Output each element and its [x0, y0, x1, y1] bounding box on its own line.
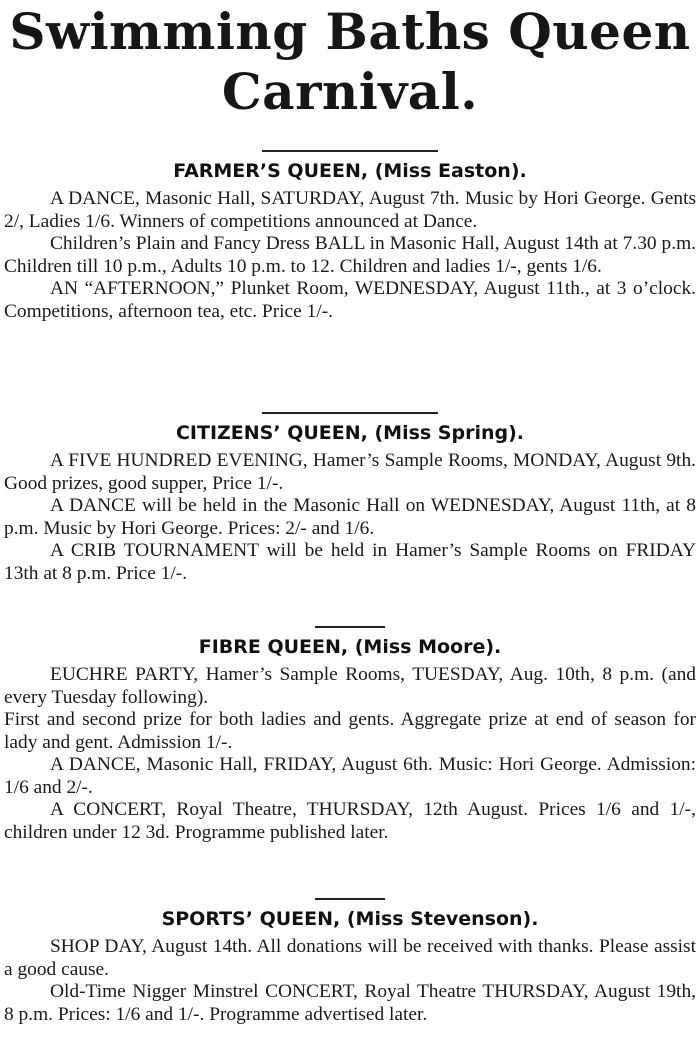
section-title: SPORTS’ QUEEN, (Miss Stevenson).: [161, 908, 539, 930]
headline: [0, 2, 700, 124]
section-sports-queen: [0, 898, 700, 1026]
section-title: FARMER’S QUEEN, (Miss Easton).: [173, 160, 527, 182]
section-farmers-queen: [0, 138, 700, 323]
paragraph: First and second prize for both ladies and gents. Aggregate prize at end of season for lady and gent. Admission 1/-.: [4, 709, 696, 753]
section-fibre-queen: [0, 626, 700, 844]
paragraph: A CRIB TOURNAMENT will be held in Hamer’s Sample Rooms on FRIDAY 13th at 8 p.m. Price 1/-.: [4, 540, 696, 584]
paragraph: Old-Time Nigger Minstrel CONCERT, Royal Theatre THURSDAY, August 19th, 8 p.m. Prices: 1/6 and 1/-. Programme advertised later.: [4, 981, 696, 1025]
paragraph: A CONCERT, Royal Theatre, THURSDAY, 12th August. Prices 1/6 and 1/-, children under 12 3d. Programme published later.: [4, 799, 696, 843]
paragraph: A DANCE will be held in the Masonic Hall on WEDNESDAY, August 11th, at 8 p.m. Music by Hori George. Prices: 2/- and 1/6.: [4, 495, 696, 539]
section-divider: [262, 412, 438, 414]
paragraph: A DANCE, Masonic Hall, FRIDAY, August 6th. Music: Hori George. Admission: 1/6 and 2/-.: [4, 754, 696, 798]
paragraph: A DANCE, Masonic Hall, SATURDAY, August 7th. Music by Hori George. Gents 2/, Ladies 1/6. Winners of competitions announced at Dance.: [4, 188, 696, 232]
paragraph: EUCHRE PARTY, Hamer’s Sample Rooms, TUESDAY, Aug. 10th, 8 p.m. (and every Tuesday following).: [4, 664, 696, 708]
section-divider: [262, 150, 438, 152]
section-title: CITIZENS’ QUEEN, (Miss Spring).: [175, 422, 525, 444]
headline-line-2: Carnival.: [221, 62, 479, 121]
paragraph: A FIVE HUNDRED EVENING, Hamer’s Sample Rooms, MONDAY, August 9th. Good prizes, good supper, Price 1/-.: [4, 450, 696, 494]
section-divider: [315, 898, 385, 900]
section-citizens-queen: [0, 406, 700, 585]
paragraph: Children’s Plain and Fancy Dress BALL in Masonic Hall, August 14th at 7.30 p.m. Children till 10 p.m., Adults 10 p.m. to 12. Children and ladies 1/-, gents 1/6.: [4, 233, 696, 277]
paragraph: AN “AFTERNOON,” Plunket Room, WEDNESDAY, August 11th., at 3 o’clock. Competitions, afternoon tea, etc. Price 1/-.: [4, 278, 696, 322]
paragraph: SHOP DAY, August 14th. All donations will be received with thanks. Please assist a good cause.: [4, 936, 696, 980]
section-divider: [315, 626, 385, 628]
section-title: FIBRE QUEEN, (Miss Moore).: [198, 636, 502, 658]
headline-line-1: Swimming Baths Queen: [9, 2, 691, 61]
